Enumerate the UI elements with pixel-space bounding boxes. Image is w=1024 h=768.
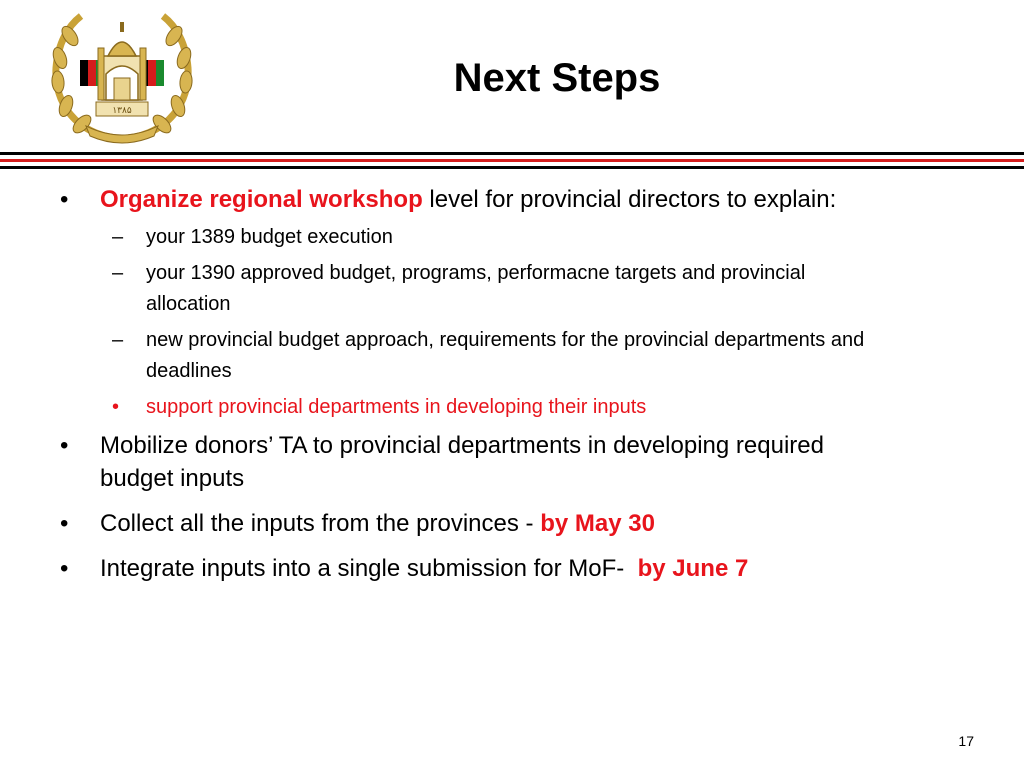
sub-bullet-item [60, 325, 890, 387]
emblem-year: ۱۳۸۵ [112, 106, 132, 116]
sub-bullet-text: your 1390 approved budget, programs, performacne targets and provincial allocation [146, 262, 806, 315]
slide-content [60, 183, 890, 597]
sub-bullet-item [60, 258, 890, 320]
bullet-text: Collect all the inputs from the provinces - [100, 510, 541, 537]
bullet-text: level for provincial directors to explain: [422, 186, 837, 213]
sub-bullet-marker: – [112, 226, 124, 248]
bullet-text: Integrate inputs into a single submission for MoF- [100, 555, 638, 582]
bullet-text: Mobilize donors’ TA to provincial departments in developing required budget inputs [100, 432, 824, 492]
bullet-organize-workshop [60, 183, 890, 216]
bullet-highlight: Organize regional workshop [100, 186, 423, 213]
sub-bullet-marker: – [112, 262, 124, 284]
page-number: 17 [958, 733, 974, 749]
sub-bullet-text: your 1389 budget execution [146, 226, 393, 248]
bullet-marker: • [60, 510, 69, 537]
sub-bullet-text: new provincial budget approach, requirements for the provincial departments and deadlines [146, 329, 865, 382]
sub-bullet-text: support provincial departments in developing their inputs [146, 396, 647, 418]
sub-bullet-item [60, 222, 890, 253]
sub-bullet-item [60, 392, 890, 423]
sub-bullet-marker: • [112, 396, 120, 418]
bullet-deadline: by May 30 [540, 510, 655, 537]
sub-bullet-marker: – [112, 329, 124, 351]
bullet-marker: • [60, 432, 69, 459]
bullet-integrate-inputs [60, 552, 890, 585]
bullet-marker: • [60, 186, 69, 213]
bullet-collect-inputs [60, 507, 890, 540]
bullet-marker: • [60, 555, 69, 582]
bullet-mobilize-donors [60, 429, 890, 495]
bullet-deadline: by June 7 [637, 555, 749, 582]
slide-title: Next Steps [453, 56, 661, 100]
header-divider [0, 152, 1024, 169]
sub-bullet-list [60, 222, 890, 423]
